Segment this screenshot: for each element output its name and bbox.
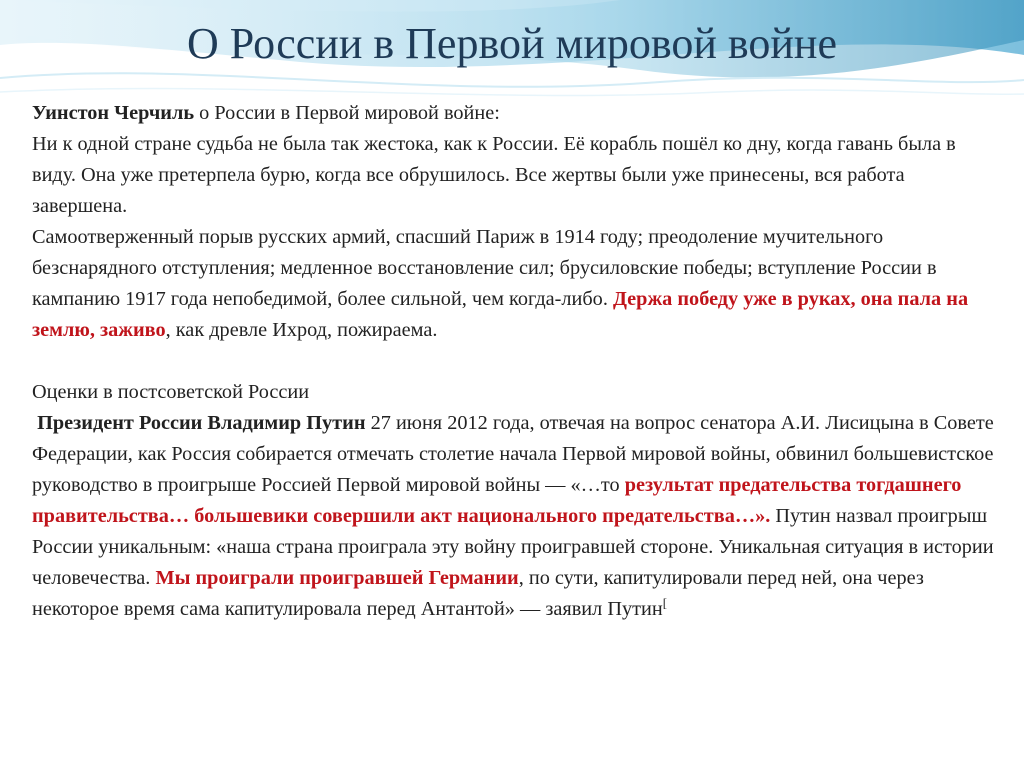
putin-text-3: , по сути, капитулировали перед ней, она через некоторое время сама капитулировала перед Антантой» — заявил Путин (32, 567, 924, 620)
churchill-highlight: Держа победу уже в руках, она пала на землю, заживо (32, 288, 969, 341)
reference-mark[interactable]: [ (662, 595, 668, 611)
putin-text-1: 27 июня 2012 года, отвечая на вопрос сенатора А.И. Лисицына в Совете Федерации, как Россия собирается отмечать столетие начала Первой мировой войны, обвинил большевистское руководство в проигрыше Россией Первой мировой войны — «…то (32, 412, 994, 496)
putin-name: Президент России Владимир Путин (37, 412, 366, 434)
churchill-author: Уинстон Черчиль (32, 102, 195, 124)
churchill-quote-paragraph-1: Ни к одной стране судьба не была так жестока, как к России. Её корабль пошёл ко дну, когда гавань была в виду. Она уже претерпела бурю, когда все обрушилось. Все жертвы были уже принесены, вся работа завершена. (32, 133, 956, 217)
churchill-intro (32, 98, 1004, 129)
churchill-quote-end: , как древле Ихрод, пожираема. (165, 319, 438, 341)
putin-highlight-1: результат предательства тогдашнего правительства… большевики совершили акт национального предательства…». (32, 474, 962, 527)
slide-title: О России в Первой мировой войне (186, 19, 837, 68)
churchill-intro-text: о России в Первой мировой войне: (194, 102, 500, 124)
postsoviet-heading: Оценки в постсоветской России (32, 381, 310, 403)
putin-text-2: Путин назвал проигрыш России уникальным: «наша страна проиграла эту войну проигравшей стороне. Уникальная ситуация в истории человечества. (32, 505, 994, 589)
putin-highlight-2: Мы проиграли проигравшей Германии (155, 567, 519, 589)
churchill-quote-text: Самоотверженный порыв русских армий, спасший Париж в 1914 году; преодоление мучительного безснарядного отступления; медленное восстановление сил; брусиловские победы; вступление России в кампанию 1917 года непобедимой, более сильной, чем когда-либо. (32, 226, 937, 310)
churchill-quote-paragraph-2 (32, 222, 1004, 346)
paragraph-spacer (32, 346, 1004, 377)
slide-body (32, 98, 1004, 625)
putin-paragraph (32, 408, 1004, 625)
